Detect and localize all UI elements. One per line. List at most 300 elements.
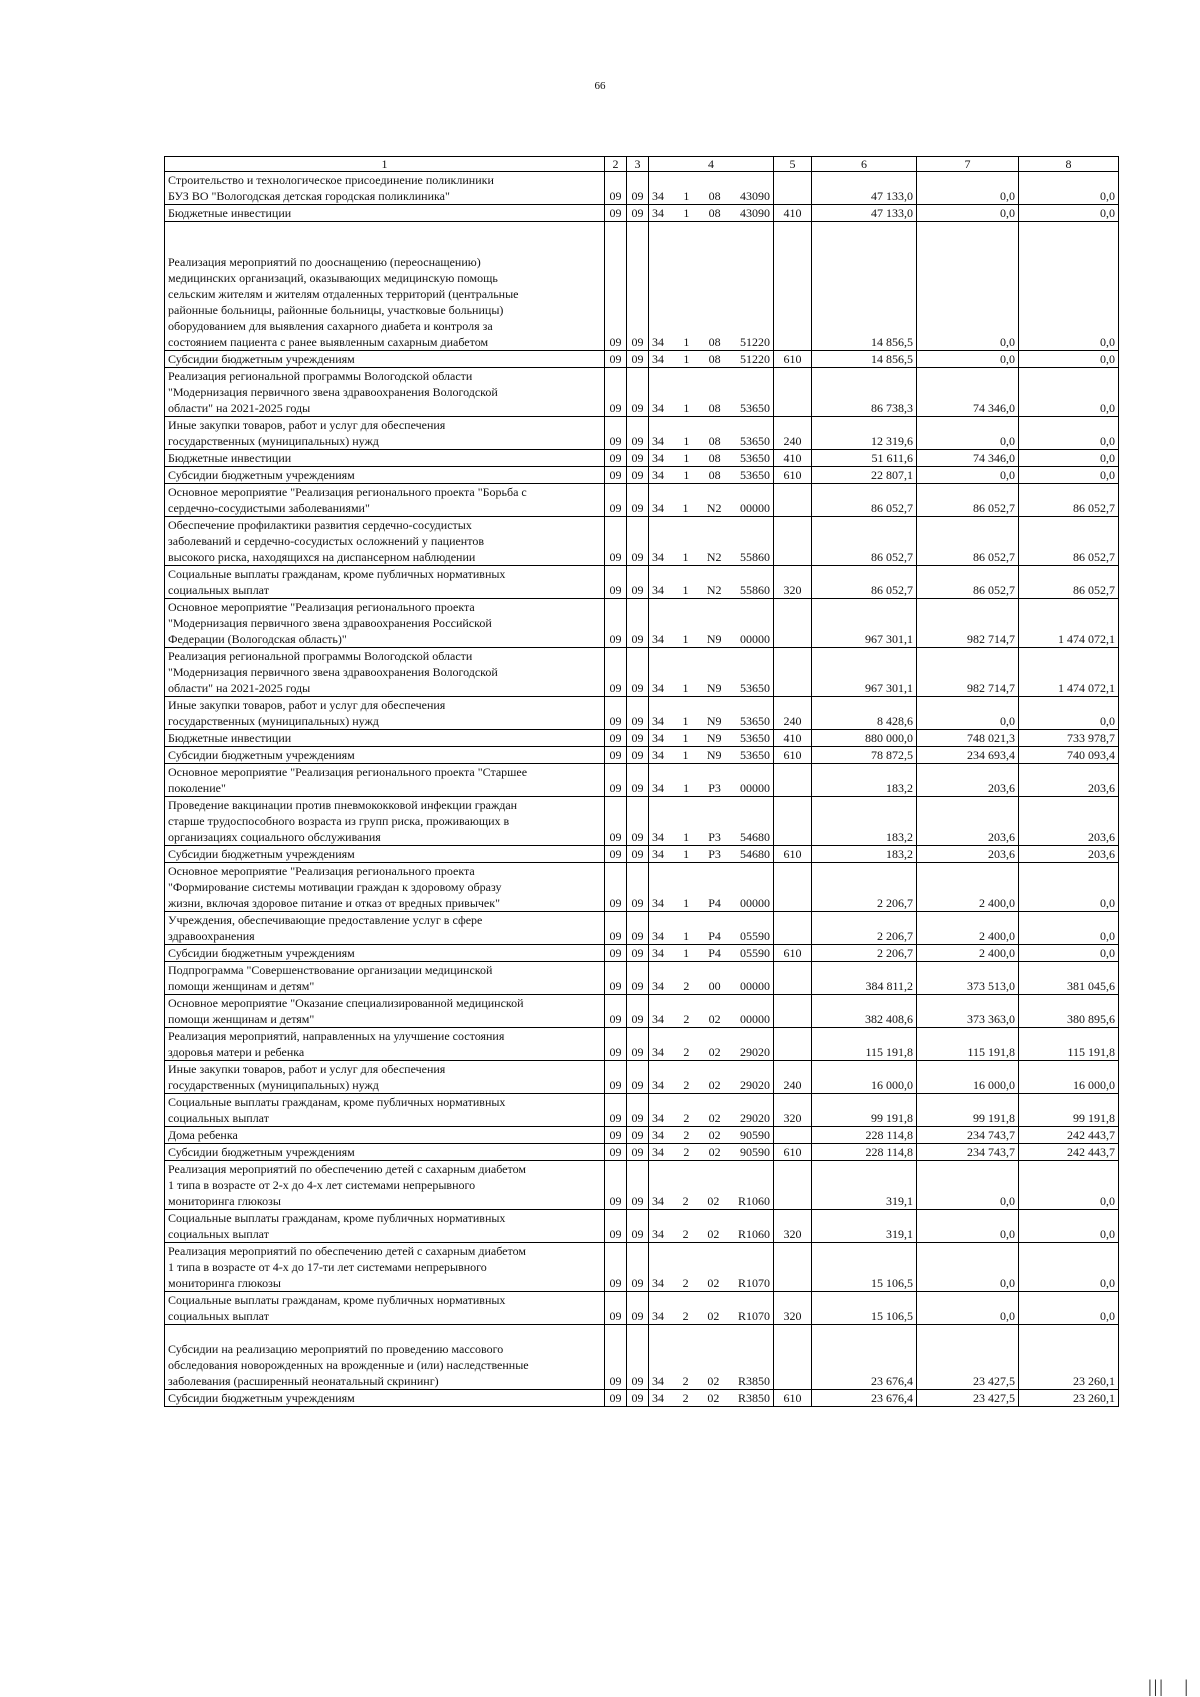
article-code-part: 34 [652,189,664,203]
subsection-code: 09 [627,863,649,912]
expense-type-code [774,1161,812,1210]
target-article-code [649,1028,774,1061]
amount-col-6: 51 611,6 [812,450,917,467]
amount-col-7: 234 693,4 [917,747,1019,764]
section-code: 09 [605,222,627,351]
row-name-line: Иные закупки товаров, работ и услуг для обеспечения [168,1062,446,1076]
table-row [165,945,1119,962]
target-article-code [649,450,774,467]
target-article-code [649,797,774,846]
article-code-part: 43090 [739,189,770,203]
amount-col-8: 0,0 [1019,450,1119,467]
table-row [165,517,1119,566]
amount-col-7: 0,0 [917,205,1019,222]
subsection-code: 09 [627,1061,649,1094]
amount-col-6: 47 133,0 [812,205,917,222]
table-row [165,697,1119,730]
subsection-code: 09 [627,1094,649,1127]
target-article-code [649,1243,774,1292]
article-code-part: 2 [683,979,690,993]
article-code-part: 2 [683,1012,690,1026]
row-name-line: здоровья матери и ребенка [168,1045,305,1059]
article-code-part: 1 [683,206,690,220]
amount-col-7: 2 400,0 [917,945,1019,962]
subsection-code: 09 [627,697,649,730]
row-name-line: государственных (муниципальных) нужд [168,714,379,728]
article-code-part: 1 [683,401,690,415]
article-code-part: 00000 [739,896,770,910]
row-name-line: Иные закупки товаров, работ и услуг для обеспечения [168,698,446,712]
row-name-line: социальных выплат [168,1227,269,1241]
row-name-line: "Модернизация первичного звена здравоохранения Вологодской [168,385,498,399]
article-code-part: 34 [652,1276,664,1290]
section-code: 09 [605,172,627,205]
row-name-line: социальных выплат [168,1309,269,1323]
row-name-line: помощи женщинам и детям" [168,1012,315,1026]
article-code-part: N9 [706,731,722,745]
row-name [165,747,605,764]
expense-type-code [774,962,812,995]
expense-type-code: 240 [774,697,812,730]
article-code-part: 34 [652,451,664,465]
column-header-1: 1 [165,157,605,172]
row-name-line: мониторинга глюкозы [168,1194,281,1208]
table-row [165,1094,1119,1127]
amount-col-8: 0,0 [1019,172,1119,205]
expense-type-code [774,912,812,945]
amount-col-7: 23 427,5 [917,1325,1019,1390]
row-name-line: жизни, включая здоровое питание и отказ от вредных привычек" [168,896,500,910]
amount-col-7: 203,6 [917,846,1019,863]
article-code-part: 34 [652,1012,664,1026]
section-code: 09 [605,962,627,995]
amount-col-7: 0,0 [917,1210,1019,1243]
article-code-part: 08 [708,352,721,366]
section-code: 09 [605,764,627,797]
row-name-line: Основное мероприятие "Оказание специализированной медицинской [168,996,524,1010]
row-name-line: Дома ребенка [168,1128,238,1142]
subsection-code: 09 [627,368,649,417]
article-code-part: 00 [708,979,721,993]
section-code: 09 [605,368,627,417]
section-code: 09 [605,1390,627,1407]
article-code-part: 1 [683,451,690,465]
subsection-code: 09 [627,1243,649,1292]
article-code-part: 02 [708,1045,721,1059]
target-article-code [649,222,774,351]
target-article-code [649,912,774,945]
expense-type-code [774,172,812,205]
article-code-part: 1 [683,896,690,910]
amount-col-7: 234 743,7 [917,1127,1019,1144]
amount-col-8: 0,0 [1019,945,1119,962]
article-code-part: 29020 [739,1111,770,1125]
article-code-part: R1060 [737,1194,770,1208]
table-row [165,730,1119,747]
article-code-part: 29020 [739,1078,770,1092]
amount-col-8: 115 191,8 [1019,1028,1119,1061]
column-header-3: 3 [627,157,649,172]
row-name [165,1243,605,1292]
article-code-part: 90590 [739,1145,770,1159]
amount-col-8: 380 895,6 [1019,995,1119,1028]
subsection-code: 09 [627,1390,649,1407]
section-code: 09 [605,1292,627,1325]
article-code-part: 02 [708,1012,721,1026]
article-code-part: 34 [652,896,664,910]
article-code-part: 53650 [739,468,770,482]
row-name [165,1028,605,1061]
article-code-part: 02 [707,1374,720,1388]
section-code: 09 [605,1325,627,1390]
expense-type-code [774,863,812,912]
row-name-line: Социальные выплаты гражданам, кроме публичных нормативных [168,567,506,581]
subsection-code: 09 [627,566,649,599]
article-code-part: 08 [708,189,721,203]
expense-type-code [774,1028,812,1061]
table-row [165,1028,1119,1061]
amount-col-8: 242 443,7 [1019,1144,1119,1161]
target-article-code [649,1127,774,1144]
row-name-line: Реализация региональной программы Вологодской области [168,649,473,663]
row-name-line: Строительство и технологическое присоединение поликлиники [168,173,494,187]
subsection-code: 09 [627,450,649,467]
amount-col-7: 203,6 [917,764,1019,797]
table-row [165,648,1119,697]
row-name [165,863,605,912]
row-name-line: состоянием пациента с ранее выявленным сахарным диабетом [168,335,489,349]
amount-col-8: 0,0 [1019,1161,1119,1210]
article-code-part: 02 [708,1078,721,1092]
target-article-code [649,1161,774,1210]
expense-type-code: 410 [774,730,812,747]
row-name [165,1161,605,1210]
article-code-part: 34 [652,1227,664,1241]
article-code-part: 53650 [739,748,770,762]
amount-col-8: 86 052,7 [1019,566,1119,599]
subsection-code: 09 [627,417,649,450]
amount-col-7: 86 052,7 [917,517,1019,566]
row-name-line: государственных (муниципальных) нужд [168,434,379,448]
article-code-part: 55860 [739,550,770,564]
amount-col-6: 183,2 [812,797,917,846]
row-name [165,566,605,599]
article-code-part: 08 [708,434,721,448]
row-name-line [168,1325,601,1341]
amount-col-8: 99 191,8 [1019,1094,1119,1127]
article-code-part: 1 [682,550,689,564]
target-article-code [649,648,774,697]
amount-col-6: 319,1 [812,1210,917,1243]
amount-col-6: 115 191,8 [812,1028,917,1061]
section-code: 09 [605,1061,627,1094]
row-name [165,484,605,517]
article-code-part: 02 [708,1145,721,1159]
amount-col-8: 23 260,1 [1019,1390,1119,1407]
subsection-code: 09 [627,222,649,351]
row-name-line [168,222,601,238]
article-code-part: 34 [652,1111,664,1125]
article-code-part: P4 [708,946,721,960]
subsection-code: 09 [627,351,649,368]
article-code-part: 34 [652,714,664,728]
table-row [165,172,1119,205]
article-code-part: 34 [652,1128,664,1142]
target-article-code [649,517,774,566]
subsection-code: 09 [627,945,649,962]
article-code-part: 53650 [739,401,770,415]
amount-col-8: 23 260,1 [1019,1325,1119,1390]
amount-col-7: 373 513,0 [917,962,1019,995]
article-code-part: 08 [708,401,721,415]
expense-type-code: 410 [774,205,812,222]
target-article-code [649,863,774,912]
target-article-code [649,368,774,417]
amount-col-8: 203,6 [1019,764,1119,797]
row-name-line: "Формирование системы мотивации граждан к здоровому образу [168,880,502,894]
row-name-line: Реализация мероприятий по обеспечению детей с сахарным диабетом [168,1162,526,1176]
table-row [165,450,1119,467]
article-code-part: 02 [708,1128,721,1142]
article-code-part: 2 [682,1276,689,1290]
row-name [165,1094,605,1127]
expense-type-code: 320 [774,566,812,599]
section-code: 09 [605,912,627,945]
amount-col-6: 22 807,1 [812,467,917,484]
row-name-line: Федерации (Вологодская область)" [168,632,347,646]
row-name-line: организациях социального обслуживания [168,830,381,844]
table-row [165,1210,1119,1243]
article-code-part: 29020 [739,1045,770,1059]
row-name-line: Обеспечение профилактики развития сердечно-сосудистых [168,518,472,532]
table-row [165,764,1119,797]
row-name-line: Иные закупки товаров, работ и услуг для обеспечения [168,418,446,432]
amount-col-7: 0,0 [917,1292,1019,1325]
row-name [165,697,605,730]
target-article-code [649,764,774,797]
article-code-part: 08 [708,468,721,482]
row-name [165,1325,605,1390]
article-code-part: 2 [683,1111,690,1125]
article-code-part: 2 [682,1227,689,1241]
table-row [165,417,1119,450]
expense-type-code [774,484,812,517]
row-name-line: помощи женщинам и детям" [168,979,315,993]
article-code-part: 34 [652,550,664,564]
article-code-part: 34 [652,206,664,220]
row-name-line: мониторинга глюкозы [168,1276,281,1290]
subsection-code: 09 [627,995,649,1028]
subsection-code: 09 [627,797,649,846]
column-header-5: 5 [774,157,812,172]
amount-col-7: 0,0 [917,1243,1019,1292]
row-name-line: Бюджетные инвестиции [168,206,292,220]
section-code: 09 [605,1094,627,1127]
article-code-part: 08 [708,451,721,465]
row-name-line: высокого риска, находящихся на диспансерном наблюдении [168,550,476,564]
target-article-code [649,467,774,484]
subsection-code: 09 [627,1028,649,1061]
amount-col-7: 982 714,7 [917,648,1019,697]
section-code: 09 [605,1210,627,1243]
article-code-part: 02 [707,1391,720,1405]
amount-col-6: 382 408,6 [812,995,917,1028]
article-code-part: 02 [707,1194,720,1208]
article-code-part: 90590 [739,1128,770,1142]
amount-col-7: 23 427,5 [917,1390,1019,1407]
amount-col-8: 0,0 [1019,467,1119,484]
article-code-part: 34 [652,731,664,745]
row-name [165,797,605,846]
amount-col-6: 78 872,5 [812,747,917,764]
row-name-line: поколение" [168,781,226,795]
table-row [165,599,1119,648]
subsection-code: 09 [627,517,649,566]
section-code: 09 [605,1127,627,1144]
row-name-line: Основное мероприятие "Реализация регионального проекта "Старшее [168,765,528,779]
section-code: 09 [605,467,627,484]
target-article-code [649,945,774,962]
amount-col-7: 2 400,0 [917,912,1019,945]
subsection-code: 09 [627,1161,649,1210]
article-code-part: N9 [706,748,722,762]
amount-col-7: 234 743,7 [917,1144,1019,1161]
amount-col-7: 99 191,8 [917,1094,1019,1127]
row-name [165,912,605,945]
expense-type-code [774,368,812,417]
article-code-part: 2 [682,1309,689,1323]
expense-type-code [774,648,812,697]
target-article-code [649,351,774,368]
column-number-row [165,157,1119,172]
scan-edge-marks: ||| | [1148,1676,1190,1696]
article-code-part: R1060 [737,1227,770,1241]
article-code-part: 34 [652,1194,664,1208]
row-name [165,962,605,995]
row-name-line: районные больницы, районные больницы, участковые больницы) [168,303,504,317]
article-code-part: 53650 [739,451,770,465]
column-header-8: 8 [1019,157,1119,172]
row-name [165,1390,605,1407]
amount-col-8: 242 443,7 [1019,1127,1119,1144]
row-name-line: Проведение вакцинации против пневмококковой инфекции граждан [168,798,518,812]
article-code-part: N2 [706,550,722,564]
table-row [165,484,1119,517]
table-row [165,1161,1119,1210]
article-code-part: 34 [652,681,664,695]
table-row [165,467,1119,484]
row-name-line: Субсидии бюджетным учреждениям [168,847,355,861]
subsection-code: 09 [627,172,649,205]
table-body [165,172,1119,1407]
article-code-part: 34 [652,335,664,349]
budget-table [164,156,1119,1407]
subsection-code: 09 [627,1292,649,1325]
section-code: 09 [605,599,627,648]
article-code-part: 34 [652,979,664,993]
section-code: 09 [605,697,627,730]
amount-col-7: 0,0 [917,417,1019,450]
article-code-part: 1 [683,830,690,844]
article-code-part: N2 [706,583,722,597]
article-code-part: P3 [708,781,721,795]
amount-col-7: 16 000,0 [917,1061,1019,1094]
article-code-part: 34 [652,847,664,861]
expense-type-code: 610 [774,467,812,484]
subsection-code: 09 [627,1325,649,1390]
amount-col-6: 967 301,1 [812,648,917,697]
section-code: 09 [605,1144,627,1161]
expense-type-code: 610 [774,351,812,368]
target-article-code [649,730,774,747]
amount-col-8: 740 093,4 [1019,747,1119,764]
section-code: 09 [605,797,627,846]
row-name-line: заболеваний и сердечно-сосудистых осложнений у пациентов [168,534,484,548]
expense-type-code: 610 [774,846,812,863]
table-row [165,1061,1119,1094]
article-code-part: 53650 [739,714,770,728]
amount-col-8: 0,0 [1019,205,1119,222]
expense-type-code [774,222,812,351]
article-code-part: 00000 [739,501,770,515]
row-name-line: области" на 2021-2025 годы [168,401,311,415]
article-code-part: 2 [682,1391,689,1405]
article-code-part: 2 [683,1045,690,1059]
article-code-part: 00000 [739,1012,770,1026]
row-name [165,846,605,863]
amount-col-8: 86 052,7 [1019,517,1119,566]
amount-col-8: 0,0 [1019,351,1119,368]
row-name-line: "Модернизация первичного звена здравоохранения Вологодской [168,665,498,679]
article-code-part: 1 [683,352,690,366]
article-code-part: 34 [652,946,664,960]
amount-col-6: 86 052,7 [812,517,917,566]
section-code: 09 [605,1028,627,1061]
article-code-part: 53650 [739,434,770,448]
expense-type-code: 410 [774,450,812,467]
article-code-part: 08 [708,206,721,220]
target-article-code [649,962,774,995]
article-code-part: N2 [706,501,722,515]
row-name-line: Бюджетные инвестиции [168,451,292,465]
article-code-part: 00000 [739,979,770,993]
row-name-line: социальных выплат [168,583,269,597]
amount-col-6: 23 676,4 [812,1325,917,1390]
subsection-code: 09 [627,912,649,945]
section-code: 09 [605,517,627,566]
article-code-part: 34 [652,632,664,646]
subsection-code: 09 [627,484,649,517]
article-code-part: 00000 [739,781,770,795]
expense-type-code: 240 [774,1061,812,1094]
subsection-code: 09 [627,1144,649,1161]
amount-col-7: 982 714,7 [917,599,1019,648]
article-code-part: P3 [708,847,721,861]
article-code-part: 34 [652,1078,664,1092]
article-code-part: 51220 [739,335,770,349]
expense-type-code: 610 [774,1390,812,1407]
row-name-line: здравоохранения [168,929,255,943]
amount-col-6: 2 206,7 [812,863,917,912]
expense-type-code: 240 [774,417,812,450]
row-name [165,1061,605,1094]
amount-col-6: 12 319,6 [812,417,917,450]
article-code-part: R3850 [737,1374,770,1388]
section-code: 09 [605,484,627,517]
table-row [165,368,1119,417]
row-name [165,517,605,566]
row-name-line: 1 типа в возрасте от 2-х до 4-х лет системами непрерывного [168,1178,476,1192]
